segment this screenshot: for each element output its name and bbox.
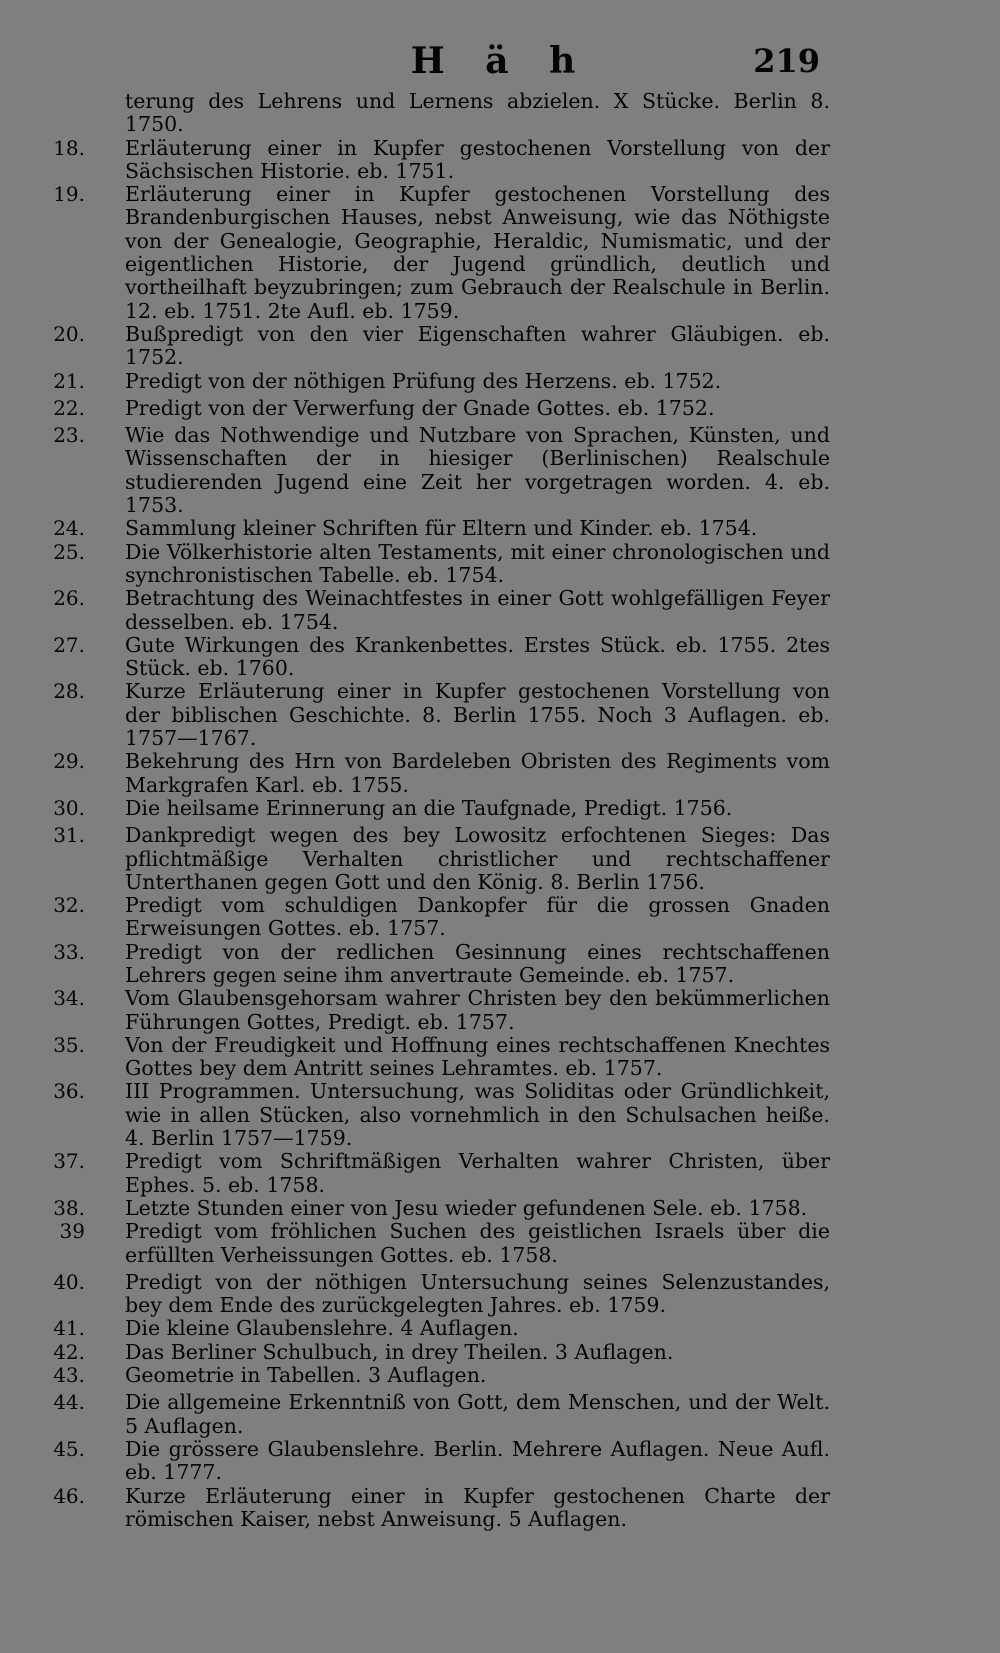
entry-number: 21. xyxy=(53,368,85,393)
entry-number: 19. xyxy=(53,182,85,207)
entry-text: Gute Wirkungen des Krankenbettes. Erstes Stück. eb. 1755. 2tes Stück. eb. 1760. xyxy=(125,632,830,681)
entry-text: Die Völkerhistorie alten Testaments, mit einer chronologischen und synchronistischen Tabelle. eb. 1754. xyxy=(125,539,830,587)
entry-text: terung des Lehrens und Lernens abzielen. X Stücke. Berlin 8. 1750. xyxy=(125,89,830,137)
entry-number: 45. xyxy=(53,1436,85,1461)
entry-text: Erläuterung einer in Kupfer gestochenen Vorstellung von der Sächsischen Historie. eb. 1751. xyxy=(125,135,830,183)
entry-number: 30. xyxy=(53,795,85,820)
entry-text: Letzte Stunden einer von Jesu wieder gefundenen Sele. eb. 1758. xyxy=(125,1195,808,1220)
entry-text: Geometrie in Tabellen. 3 Auflagen. xyxy=(125,1363,487,1388)
entry-text: Das Berliner Schulbuch, in drey Theilen. 3 Auflagen. xyxy=(125,1339,674,1364)
bibliography-entry xyxy=(40,323,830,370)
entry-text: Erläuterung einer in Kupfer gestochenen Vorstellung des Brandenburgischen Hauses, nebst Anweisung, wie das Nöthigste von der Genealogie, Geographie, Heraldic, Numismatic, und der eigentlichen Historie, der Jugend gründlich, deutlich und vortheilhaft beyzubringen; zum Gebrauch der Realschule in Berlin. 12. eb. 1751. 2te Aufl. eb. 1759. xyxy=(125,182,830,323)
entry-number: 37. xyxy=(53,1149,85,1174)
entry-number: 34. xyxy=(53,986,85,1011)
entry-text: III Programmen. Untersuchung, was Soliditas oder Gründlichkeit, wie in allen Stücken, also vornehmlich in den Schulsachen heiße. 4. Berlin 1757—1759. xyxy=(125,1079,830,1151)
entry-number: 32. xyxy=(53,893,85,918)
entry-number: 43. xyxy=(53,1363,85,1388)
entry-number: 23. xyxy=(53,423,85,448)
entry-text: Die kleine Glaubenslehre. 4 Auflagen. xyxy=(125,1316,519,1341)
entry-number: 39 xyxy=(59,1219,85,1244)
bibliography-entry xyxy=(40,183,830,323)
bibliography-entry xyxy=(40,1438,830,1485)
entry-number: 36. xyxy=(53,1079,85,1104)
bibliography-entry xyxy=(40,370,830,393)
entry-number: 25. xyxy=(53,539,85,564)
entry-text: Kurze Erläuterung einer in Kupfer gestochenen Charte der römischen Kaiser, nebst Anweisung. 5 Auflagen. xyxy=(125,1483,830,1531)
entry-number: 18. xyxy=(53,135,85,160)
entry-text: Bußpredigt von den vier Eigenschaften wahrer Gläubigen. eb. 1752. xyxy=(125,321,830,370)
entry-text: Predigt vom fröhlichen Suchen des geistlichen Israels über die erfüllten Verheissungen Gottes. eb. 1758. xyxy=(125,1219,830,1267)
entry-number: 24. xyxy=(53,516,85,541)
bibliography-entry xyxy=(40,424,830,517)
bibliography-entry xyxy=(40,894,830,941)
entry-text: Vom Glaubensgehorsam wahrer Christen bey den bekümmerlichen Führungen Gottes, Predigt. eb. 1757. xyxy=(125,986,830,1034)
bibliography-entry xyxy=(40,797,830,820)
bibliography-entry xyxy=(40,1197,830,1220)
entry-number: 35. xyxy=(53,1032,85,1057)
entry-text: Wie das Nothwendige und Nutzbare von Sprachen, Künsten, und Wissenschaften der in hiesiger (Berlinischen) Realschule studierenden Jugend eine Zeit her vorgetragen worden. 4. eb. 1753. xyxy=(125,423,830,518)
entry-text: Betrachtung des Weinachtfestes in einer Gott wohlgefälligen Feyer desselben. eb. 1754. xyxy=(125,586,830,634)
bibliography-entry xyxy=(40,1364,830,1387)
bibliography-entry xyxy=(40,1034,830,1081)
entry-text: Sammlung kleiner Schriften für Eltern und Kinder. eb. 1754. xyxy=(125,516,758,541)
entry-text: Predigt von der Verwerfung der Gnade Gottes. eb. 1752. xyxy=(125,395,715,420)
entry-number: 29. xyxy=(53,749,85,774)
bibliography-entry xyxy=(40,1391,830,1438)
bibliography-entry xyxy=(40,1485,830,1532)
running-title: H ä h xyxy=(410,40,590,82)
entry-text: Die allgemeine Erkenntniß von Gott, dem Menschen, und der Welt. 5 Auflagen. xyxy=(125,1390,830,1438)
entry-number: 41. xyxy=(53,1316,85,1341)
bibliography-entry xyxy=(40,1220,830,1267)
entry-text: Predigt von der nöthigen Untersuchung seines Selenzustandes, bey dem Ende des zurückgelegten Jahres. eb. 1759. xyxy=(125,1269,830,1318)
entry-text: Von der Freudigkeit und Hoffnung eines rechtschaffenen Knechtes Gottes bey dem Antritt seines Lehramtes. eb. 1757. xyxy=(125,1032,830,1081)
bibliography-entry xyxy=(40,824,830,894)
entry-number: 22. xyxy=(53,395,85,420)
entry-number: 33. xyxy=(53,939,85,964)
bibliography-entry xyxy=(40,680,830,750)
entry-number: 46. xyxy=(53,1483,85,1508)
bibliography-entry xyxy=(40,1317,830,1340)
entry-number: 40. xyxy=(53,1269,85,1294)
entry-number: 38. xyxy=(53,1195,85,1220)
entry-number: 44. xyxy=(53,1390,85,1415)
entry-text: Bekehrung des Hrn von Bardeleben Obristen des Regiments vom Markgrafen Karl. eb. 1755. xyxy=(125,749,830,797)
bibliography-entry xyxy=(40,987,830,1034)
entry-text: Predigt vom schuldigen Dankopfer für die grossen Gnaden Erweisungen Gottes. eb. 1757. xyxy=(125,893,830,941)
entry-number: 26. xyxy=(53,586,85,611)
entry-number: 28. xyxy=(53,679,85,704)
entry-text: Die grössere Glaubenslehre. Berlin. Mehrere Auflagen. Neue Aufl. eb. 1777. xyxy=(125,1436,830,1485)
bibliography-entry xyxy=(40,750,830,797)
bibliography-entry xyxy=(40,1271,830,1318)
entry-number: 27. xyxy=(53,632,85,657)
entry-text: Predigt vom Schriftmäßigen Verhalten wahrer Christen, über Ephes. 5. eb. 1758. xyxy=(125,1149,830,1197)
page-header xyxy=(0,40,1000,90)
bibliography-entry xyxy=(40,517,830,540)
entry-number: 42. xyxy=(53,1339,85,1364)
entry-text: Predigt von der redlichen Gesinnung eines rechtschaffenen Lehrers gegen seine ihm anvertraute Gemeinde. eb. 1757. xyxy=(125,939,830,987)
entry-number: 31. xyxy=(53,823,85,848)
entry-text: Die heilsame Erinnerung an die Taufgnade, Predigt. 1756. xyxy=(125,795,733,820)
bibliography-entry xyxy=(40,137,830,184)
entry-text: Predigt von der nöthigen Prüfung des Herzens. eb. 1752. xyxy=(125,368,722,393)
bibliography-entry xyxy=(40,941,830,988)
bibliography-entry xyxy=(40,1150,830,1197)
page-number: 219 xyxy=(753,42,820,80)
bibliography-entry xyxy=(40,1341,830,1364)
bibliography-entry xyxy=(40,397,830,420)
bibliography-entry xyxy=(40,541,830,588)
entry-number: 20. xyxy=(53,321,85,346)
entry-text: Dankpredigt wegen des bey Lowositz erfochtenen Sieges: Das pflichtmäßige Verhalten christlicher und rechtschaffener Unterthanen gegen Gott und den König. 8. Berlin 1756. xyxy=(125,823,830,894)
bibliography-list xyxy=(40,90,830,1531)
entry-text: Kurze Erläuterung einer in Kupfer gestochenen Vorstellung von der biblischen Geschichte. 8. Berlin 1755. Noch 3 Auflagen. eb. 1757—1767. xyxy=(125,679,830,751)
bibliography-entry xyxy=(40,90,830,137)
bibliography-entry xyxy=(40,587,830,634)
bibliography-entry xyxy=(40,1080,830,1150)
bibliography-entry xyxy=(40,634,830,681)
